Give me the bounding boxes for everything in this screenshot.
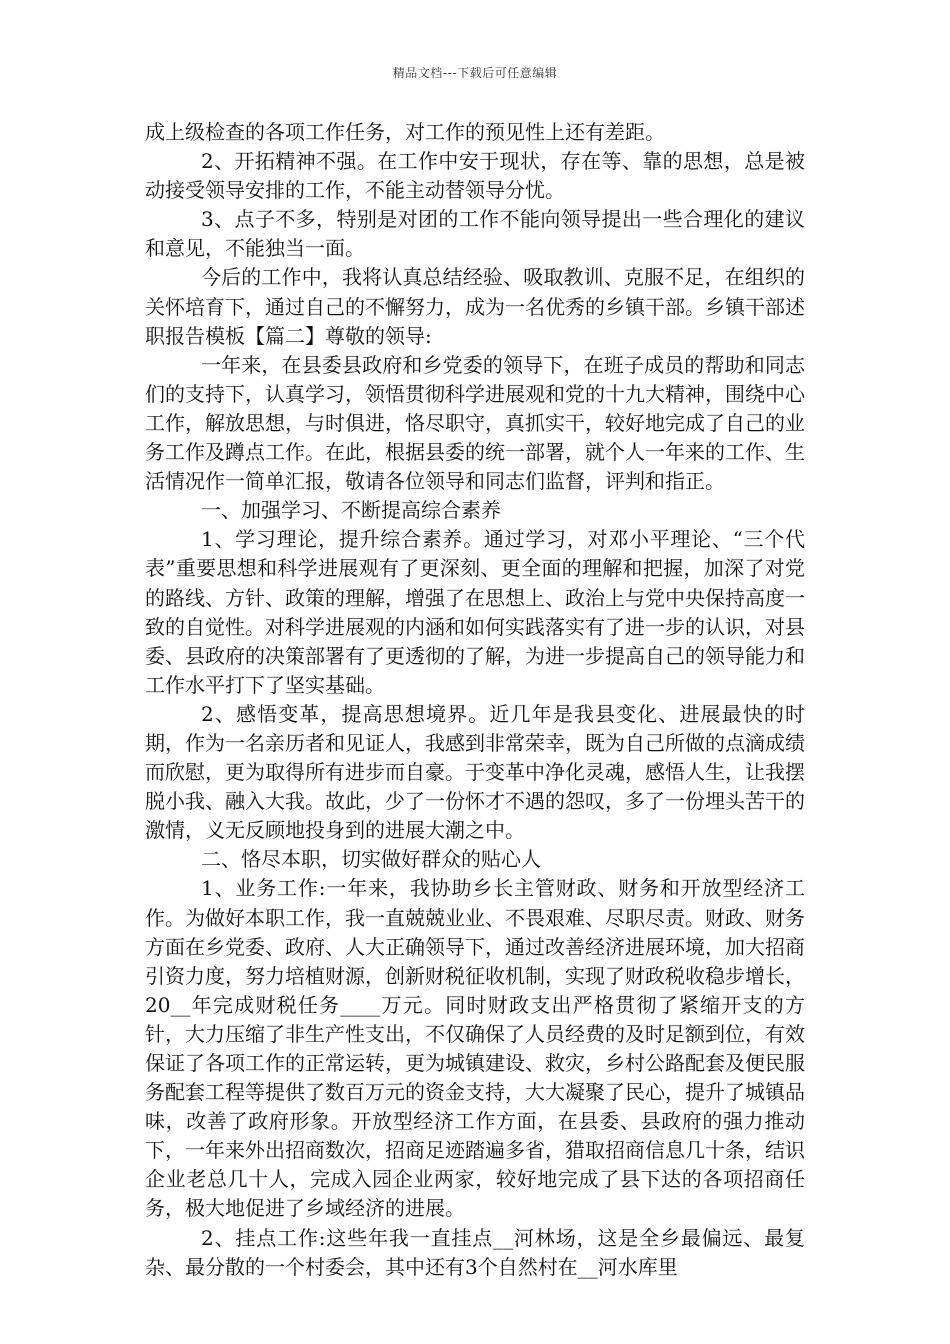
paragraph: 成上级检查的各项工作任务，对工作的预见性上还有差距。 (145, 120, 665, 144)
paragraph: 一年来，在县委县政府和乡党委的领导下，在班子成员的帮助和同志们的支持下，认真学习，领悟贯彻科学进展观和党的十九大精神，围绕中心工作，解放思想，与时俱进，恪尽职守，真抓实干，较好地完成了自己的业务工作及蹲点工作。在此，根据县委的统一部署，就个人一年来的工作、生活情况作一简单汇报，敬请各位领导和同志们监督，评判和指正。 (145, 352, 805, 494)
paragraph: 1、学习理论，提升综合素养。通过学习，对邓小平理论、“三个代表”重要思想和科学进展观有了更深刻、更全面的理解和把握，加深了对党的路线、方针、政策的理解，增强了在思想上、政治上与党中央保持高度一致的自觉性。对科学进展观的内涵和如何实践落实有了进一步的认识，对县委、县政府的决策部署有了更透彻的了解，为进一步提高自己的领导能力和工作水平打下了坚实基础。 (145, 527, 805, 697)
paragraph: 今后的工作中，我将认真总结经验、吸取教训、克服不足，在组织的关怀培育下，通过自己的不懈努力，成为一名优秀的乡镇干部。乡镇干部述职报告模板【篇二】尊敬的领导: (145, 265, 805, 348)
page-header: 精品文档---下载后可任意编辑 (392, 66, 558, 80)
paragraph: 2、挂点工作:这些年我一直挂点__河林场，这是全乡最偏远、最复杂、最分散的一个村委会，其中还有3个自然村在__河水库里 (145, 1225, 805, 1279)
document-body (145, 118, 805, 1282)
section-heading: 二、恪尽本职，切实做好群众的贴心人 (201, 847, 541, 872)
paragraph: 1、业务工作:一年来，我协助乡长主管财政、财务和开放型经济工作。为做好本职工作，我一直兢兢业业、不畏艰难、尽职尽责。财政、财务方面在乡党委、政府、人大正确领导下，通过改善经济进展环境，加大招商引资力度，努力培植财源，创新财税征收机制，实现了财政税收稳步增长，20__年完成财税任务____万元。同时财政支出严格贯彻了紧缩开支的方针，大力压缩了非生产性支出，不仅确保了人员经费的及时足额到位，有效保证了各项工作的正常运转，更为城镇建设、救灾，乡村公路配套及便民服务配套工程等提供了数百万元的资金支持，大大凝聚了民心，提升了城镇品味，改善了政府形象。开放型经济工作方面，在县委、县政府的强力推动下，一年来外出招商数次，招商足迹踏遍多省，猎取招商信息几十条，结识企业老总几十人，完成入园企业两家，较好地完成了县下达的各项招商任务，极大地促进了乡域经济的进展。 (145, 876, 805, 1221)
paragraph: 2、感悟变革，提高思想境界。近几年是我县变化、进展最快的时期，作为一名亲历者和见证人，我感到非常荣幸，既为自己所做的点滴成绩而欣慰，更为取得所有进步而自豪。于变革中净化灵魂，感悟人生，让我摆脱小我、融入大我。故此，少了一份怀才不遇的怨叹，多了一份埋头苦干的激情，义无反顾地投身到的进展大潮之中。 (145, 701, 805, 843)
paragraph: 3、点子不多，特别是对团的工作不能向领导提出一些合理化的建议和意见，不能独当一面。 (145, 207, 805, 261)
paragraph: 2、开拓精神不强。在工作中安于现状，存在等、靠的思想，总是被动接受领导安排的工作，不能主动替领导分忧。 (145, 149, 805, 203)
section-heading: 一、加强学习、不断提高综合素养 (201, 498, 501, 523)
